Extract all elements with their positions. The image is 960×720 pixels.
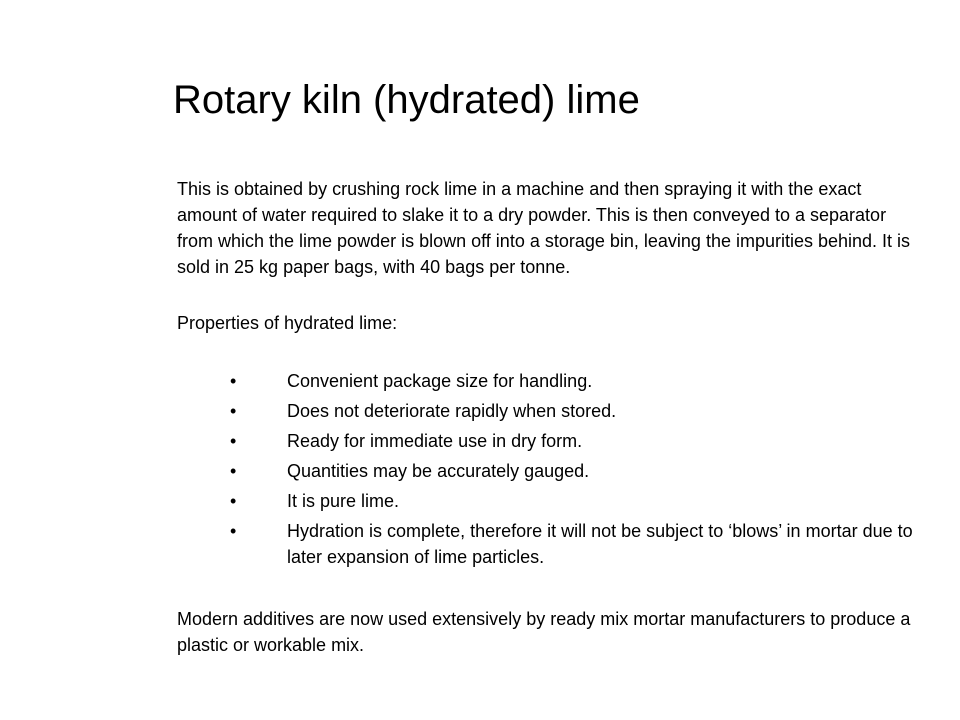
list-item-text: Hydration is complete, therefore it will not be subject to ‘blows’ in mortar due to later expansion of lime particles. <box>287 521 913 567</box>
intro-paragraph: This is obtained by crushing rock lime in a machine and then spraying it with the exact amount of water required to slake it to a dry powder. This is then conveyed to a separator from which the lime powder is blown off into a storage bin, leaving the impurities behind. It is sold in 25 kg paper bags, with 40 bags per tonne. <box>177 179 911 277</box>
list-item <box>230 428 920 454</box>
list-item-text: Quantities may be accurately gauged. <box>287 461 590 481</box>
bullet-icon: • <box>230 371 237 391</box>
bullet-icon: • <box>230 431 237 451</box>
bullet-icon: • <box>230 461 237 481</box>
properties-heading: Properties of hydrated lime: <box>177 313 398 333</box>
list-item <box>230 368 920 394</box>
list-item-text: It is pure lime. <box>287 491 400 511</box>
list-item-text: Ready for immediate use in dry form. <box>287 431 583 451</box>
list-item <box>230 488 920 514</box>
bullet-icon: • <box>230 491 237 511</box>
bullet-icon: • <box>230 521 237 541</box>
closing-paragraph: Modern additives are now used extensively by ready mix mortar manufacturers to produce a plastic or workable mix. <box>177 609 911 655</box>
bullet-icon: • <box>230 401 237 421</box>
list-item <box>230 458 920 484</box>
list-item <box>230 518 920 570</box>
list-item-text: Convenient package size for handling. <box>287 371 593 391</box>
properties-list <box>230 368 920 574</box>
list-item-text: Does not deteriorate rapidly when stored. <box>287 401 617 421</box>
list-item <box>230 398 920 424</box>
slide-title: Rotary kiln (hydrated) lime <box>173 78 640 122</box>
